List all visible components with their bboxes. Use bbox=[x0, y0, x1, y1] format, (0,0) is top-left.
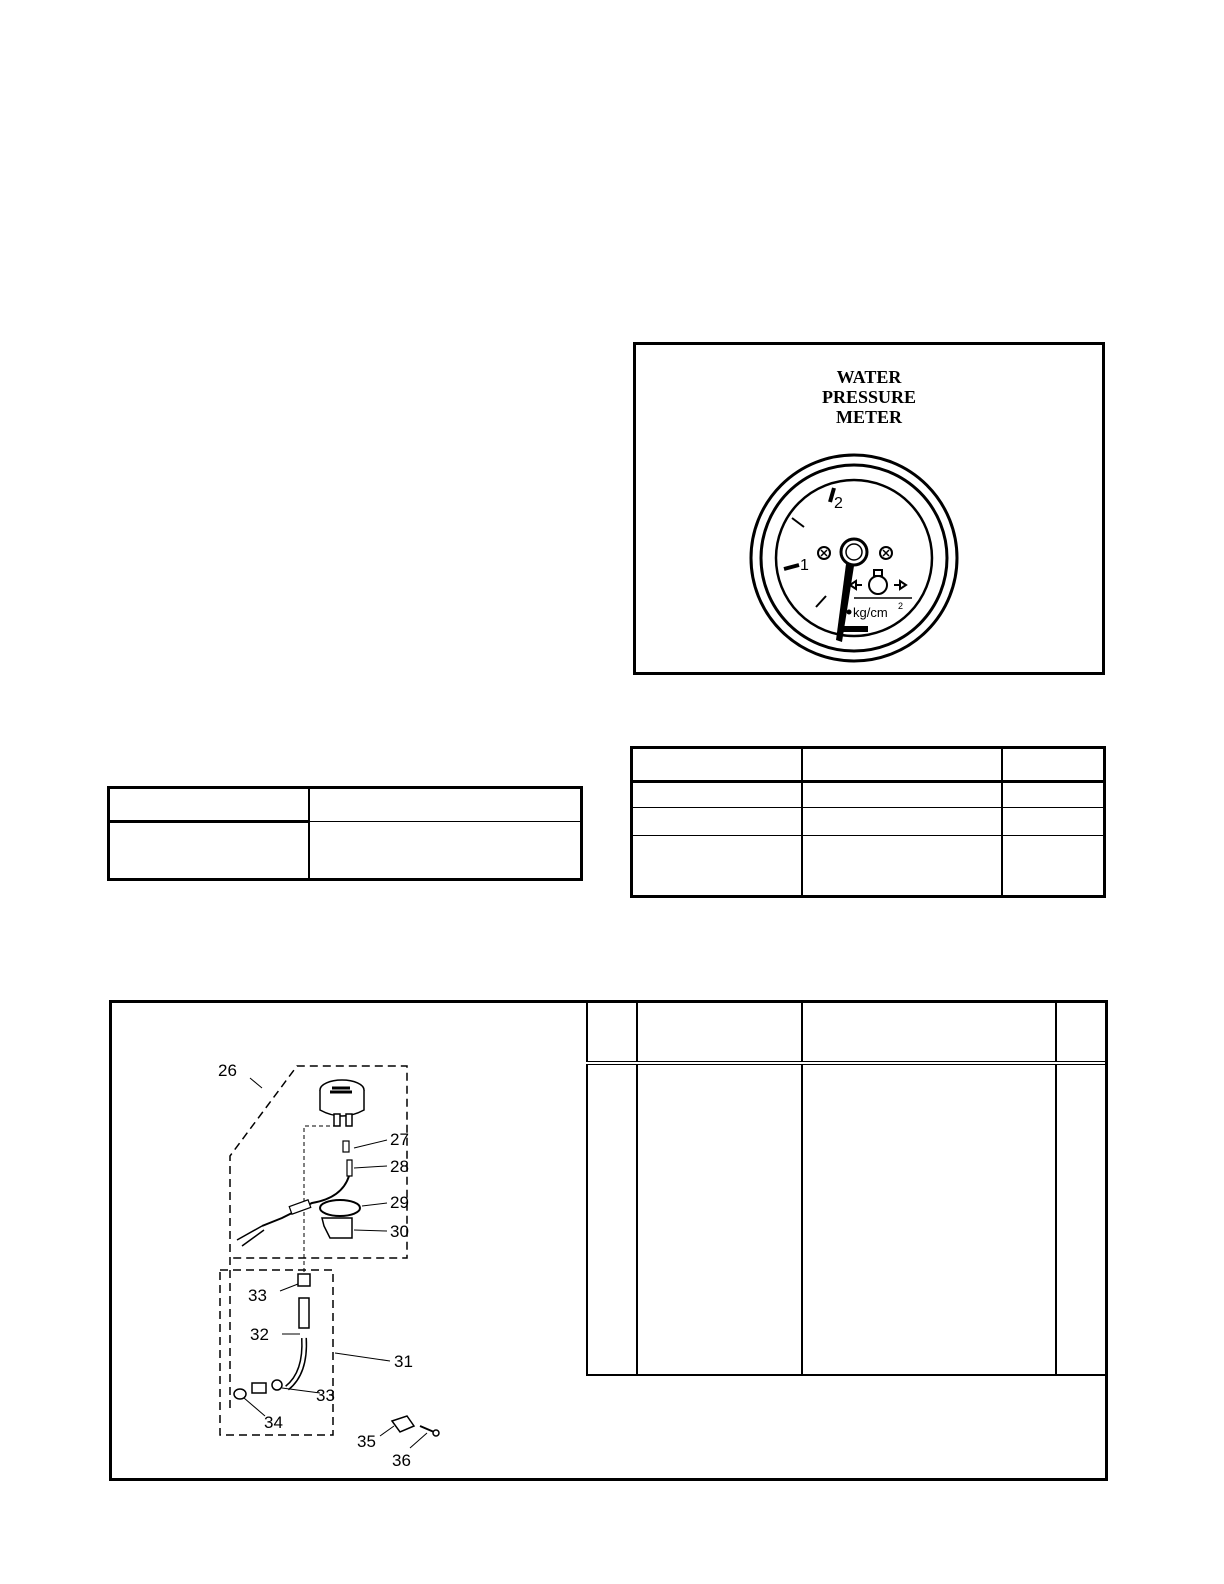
table-row bbox=[632, 836, 1105, 897]
callout-26: 26 bbox=[218, 1061, 237, 1080]
table-cell bbox=[1002, 808, 1105, 836]
table-cell bbox=[802, 836, 1002, 897]
table-cell bbox=[802, 748, 1002, 782]
table-row bbox=[632, 808, 1105, 836]
table-cell bbox=[1056, 1003, 1108, 1063]
table-cell bbox=[587, 1003, 637, 1063]
table-header-row bbox=[632, 748, 1105, 782]
right-spec-table bbox=[630, 746, 1106, 898]
table-row bbox=[587, 1063, 1108, 1375]
table-cell bbox=[632, 808, 803, 836]
table-cell bbox=[632, 836, 803, 897]
table-cell bbox=[632, 782, 803, 808]
callout-29: 29 bbox=[390, 1193, 409, 1212]
table-cell bbox=[637, 1003, 802, 1063]
water-pressure-meter-figure bbox=[633, 342, 1105, 675]
dial-unit-exponent: 2 bbox=[898, 601, 904, 611]
table-cell bbox=[1056, 1063, 1108, 1375]
parts-list-table bbox=[586, 1003, 1108, 1376]
figure-title-line-2: PRESSURE bbox=[821, 387, 917, 407]
table-header-row bbox=[587, 1003, 1108, 1063]
callout-32: 32 bbox=[250, 1325, 269, 1344]
parts-diagram-frame bbox=[109, 1000, 1108, 1481]
callout-36: 36 bbox=[392, 1451, 411, 1470]
table-header-row bbox=[109, 788, 582, 822]
table-cell bbox=[802, 1063, 1056, 1375]
table-cell bbox=[1002, 748, 1105, 782]
table-cell bbox=[802, 782, 1002, 808]
figure-title-line-3: METER bbox=[835, 407, 902, 427]
left-spec-table bbox=[107, 786, 583, 881]
callout-34: 34 bbox=[264, 1413, 283, 1432]
table-cell bbox=[802, 808, 1002, 836]
table-row bbox=[632, 782, 1105, 808]
callout-28: 28 bbox=[390, 1157, 409, 1176]
dial-unit: kg/cm bbox=[853, 605, 888, 620]
table-cell bbox=[1002, 836, 1105, 897]
screw-icon bbox=[818, 547, 830, 559]
callout-31: 31 bbox=[394, 1352, 413, 1371]
table-cell bbox=[109, 788, 310, 822]
brand-mark bbox=[842, 626, 868, 632]
table-cell bbox=[587, 1063, 637, 1375]
table-cell bbox=[1002, 782, 1105, 808]
callout-35: 35 bbox=[357, 1432, 376, 1451]
gauge-illustration bbox=[746, 450, 962, 666]
callout-30: 30 bbox=[390, 1222, 409, 1241]
figure-title-line-1: WATER bbox=[836, 367, 902, 387]
table-cell bbox=[632, 748, 803, 782]
exploded-parts-diagram bbox=[202, 1048, 552, 1478]
table-cell bbox=[109, 822, 310, 880]
gauge-part bbox=[320, 1080, 364, 1126]
callout-33-lower: 33 bbox=[316, 1386, 335, 1405]
callout-27: 27 bbox=[390, 1130, 409, 1149]
dial-label-2: 2 bbox=[834, 495, 843, 512]
screw-icon bbox=[880, 547, 892, 559]
table-cell bbox=[309, 822, 582, 880]
figure-title bbox=[636, 367, 1102, 427]
table-cell bbox=[309, 788, 582, 822]
table-cell bbox=[637, 1063, 802, 1375]
callout-33-upper: 33 bbox=[248, 1286, 267, 1305]
table-row bbox=[109, 822, 582, 880]
table-cell bbox=[802, 1003, 1056, 1063]
dial-label-1: 1 bbox=[800, 557, 809, 574]
